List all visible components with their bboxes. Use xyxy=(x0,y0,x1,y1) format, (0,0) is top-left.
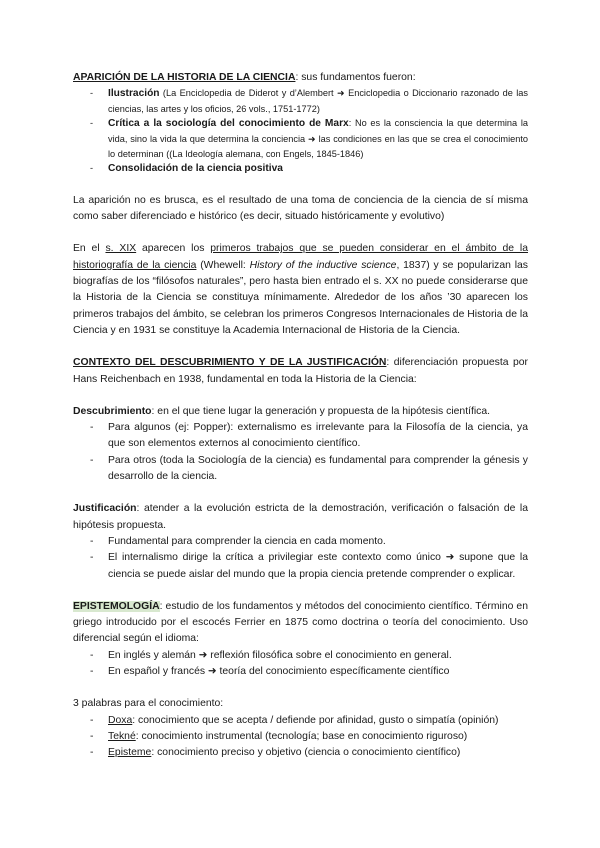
heading-text: APARICIÓN DE LA HISTORIA DE LA CIENCIA xyxy=(73,72,296,83)
epistemologia-paragraph: EPISTEMOLOGÍA: estudio de los fundamentos y métodos del conocimiento científico. Término en griego introducido por el escocés Ferrier en 1875 como doctrina o teoría del conocimiento. Uso diferencial según el idioma: xyxy=(73,600,528,645)
fundamentos-list xyxy=(73,86,528,177)
list-item: - Fundamental para comprender la ciencia en cada momento. xyxy=(73,534,528,550)
list-item: - Ilustración (La Enciclopedia de Diderot y d’Alembert ➜ Enciclopedia o Diccionario razonado de las ciencias, las artes y los oficios, 26 vols., 1751-1772) xyxy=(73,86,528,116)
paragraph-siglo-xix: En el s. XIX aparecen los primeros trabajos que se pueden considerar en el ámbito de la historiografía de la ciencia (Whewell: History of the inductive science, 1837) y se popularizan las biografías de los “filósofos naturales”, pero hasta bien entrado el s. XX no puede considerarse que la Historia de la Ciencia se constituya mínimamente. Alrededor de los años ’30 aparecen los primeros trabajos del ámbito, se celebran los primeros Congresos Internacionales de Historia de la Ciencia y en 1931 se constituye la Academia Internacional de Historia de la Ciencia. xyxy=(73,243,529,336)
list-item: - Episteme: conocimiento preciso y objetivo (ciencia o conocimiento científico) xyxy=(73,745,528,761)
list-item: - Para algunos (ej: Popper): externalismo es irrelevante para la Filosofía de la ciencia, ya que son elementos externos al conocimiento científico. xyxy=(73,420,528,453)
descubrimiento-list xyxy=(73,420,528,485)
justificacion-paragraph: Justificación: atender a la evolución estricta de la demostración, verificación o falsación de la hipótesis propuesta. xyxy=(73,503,528,531)
list-item: - Doxa: conocimiento que se acepta / defiende por afinidad, gusto o simpatía (opinión) xyxy=(73,713,528,729)
list-item: - En español y francés ➜ teoría del conocimiento específicamente científico xyxy=(73,664,528,680)
document-page xyxy=(73,70,528,761)
section-contexto-heading: CONTEXTO DEL DESCUBRIMIENTO Y DE LA JUSTIFICACIÓN: diferenciación propuesta por Hans Reichenbach en 1938, fundamental en toda la Historia de la Ciencia: xyxy=(73,357,528,385)
palabras-list xyxy=(73,713,528,762)
section-aparicion-heading: APARICIÓN DE LA HISTORIA DE LA CIENCIA: sus fundamentos fueron: xyxy=(73,72,416,83)
list-item: - Tekné: conocimiento instrumental (tecnología; base en conocimiento riguroso) xyxy=(73,729,528,745)
list-item: - Para otros (toda la Sociología de la ciencia) es fundamental para comprender la génesis y desarrollo de la ciencia. xyxy=(73,453,528,486)
paragraph-aparicion: La aparición no es brusca, es el resultado de una toma de conciencia de la ciencia de sí misma como saber diferenciado e histórico (es decir, situado históricamente y evolutivo) xyxy=(73,194,528,223)
epistemologia-list xyxy=(73,648,528,681)
palabras-intro: 3 palabras para el conocimiento: xyxy=(73,698,224,710)
list-item: - Consolidación de la ciencia positiva xyxy=(73,161,528,177)
list-item: - En inglés y alemán ➜ reflexión filosófica sobre el conocimiento en general. xyxy=(73,648,528,664)
list-item: - El internalismo dirige la crítica a privilegiar este contexto como único ➜ supone que la ciencia se puede aislar del mundo que la propia ciencia pretende comprender o explicar. xyxy=(73,550,528,583)
descubrimiento-paragraph: Descubrimiento: en el que tiene lugar la generación y propuesta de la hipótesis científica. xyxy=(73,405,491,417)
justificacion-list xyxy=(73,534,528,583)
list-item: - Crítica a la sociología del conocimiento de Marx: No es la consciencia la que determina la vida, sino la vida la que determina la conciencia ➜ las condiciones en las que se crea el conocimiento lo determinan ((La Ideología alemana, con Engels, 1845-1846) xyxy=(73,116,528,161)
